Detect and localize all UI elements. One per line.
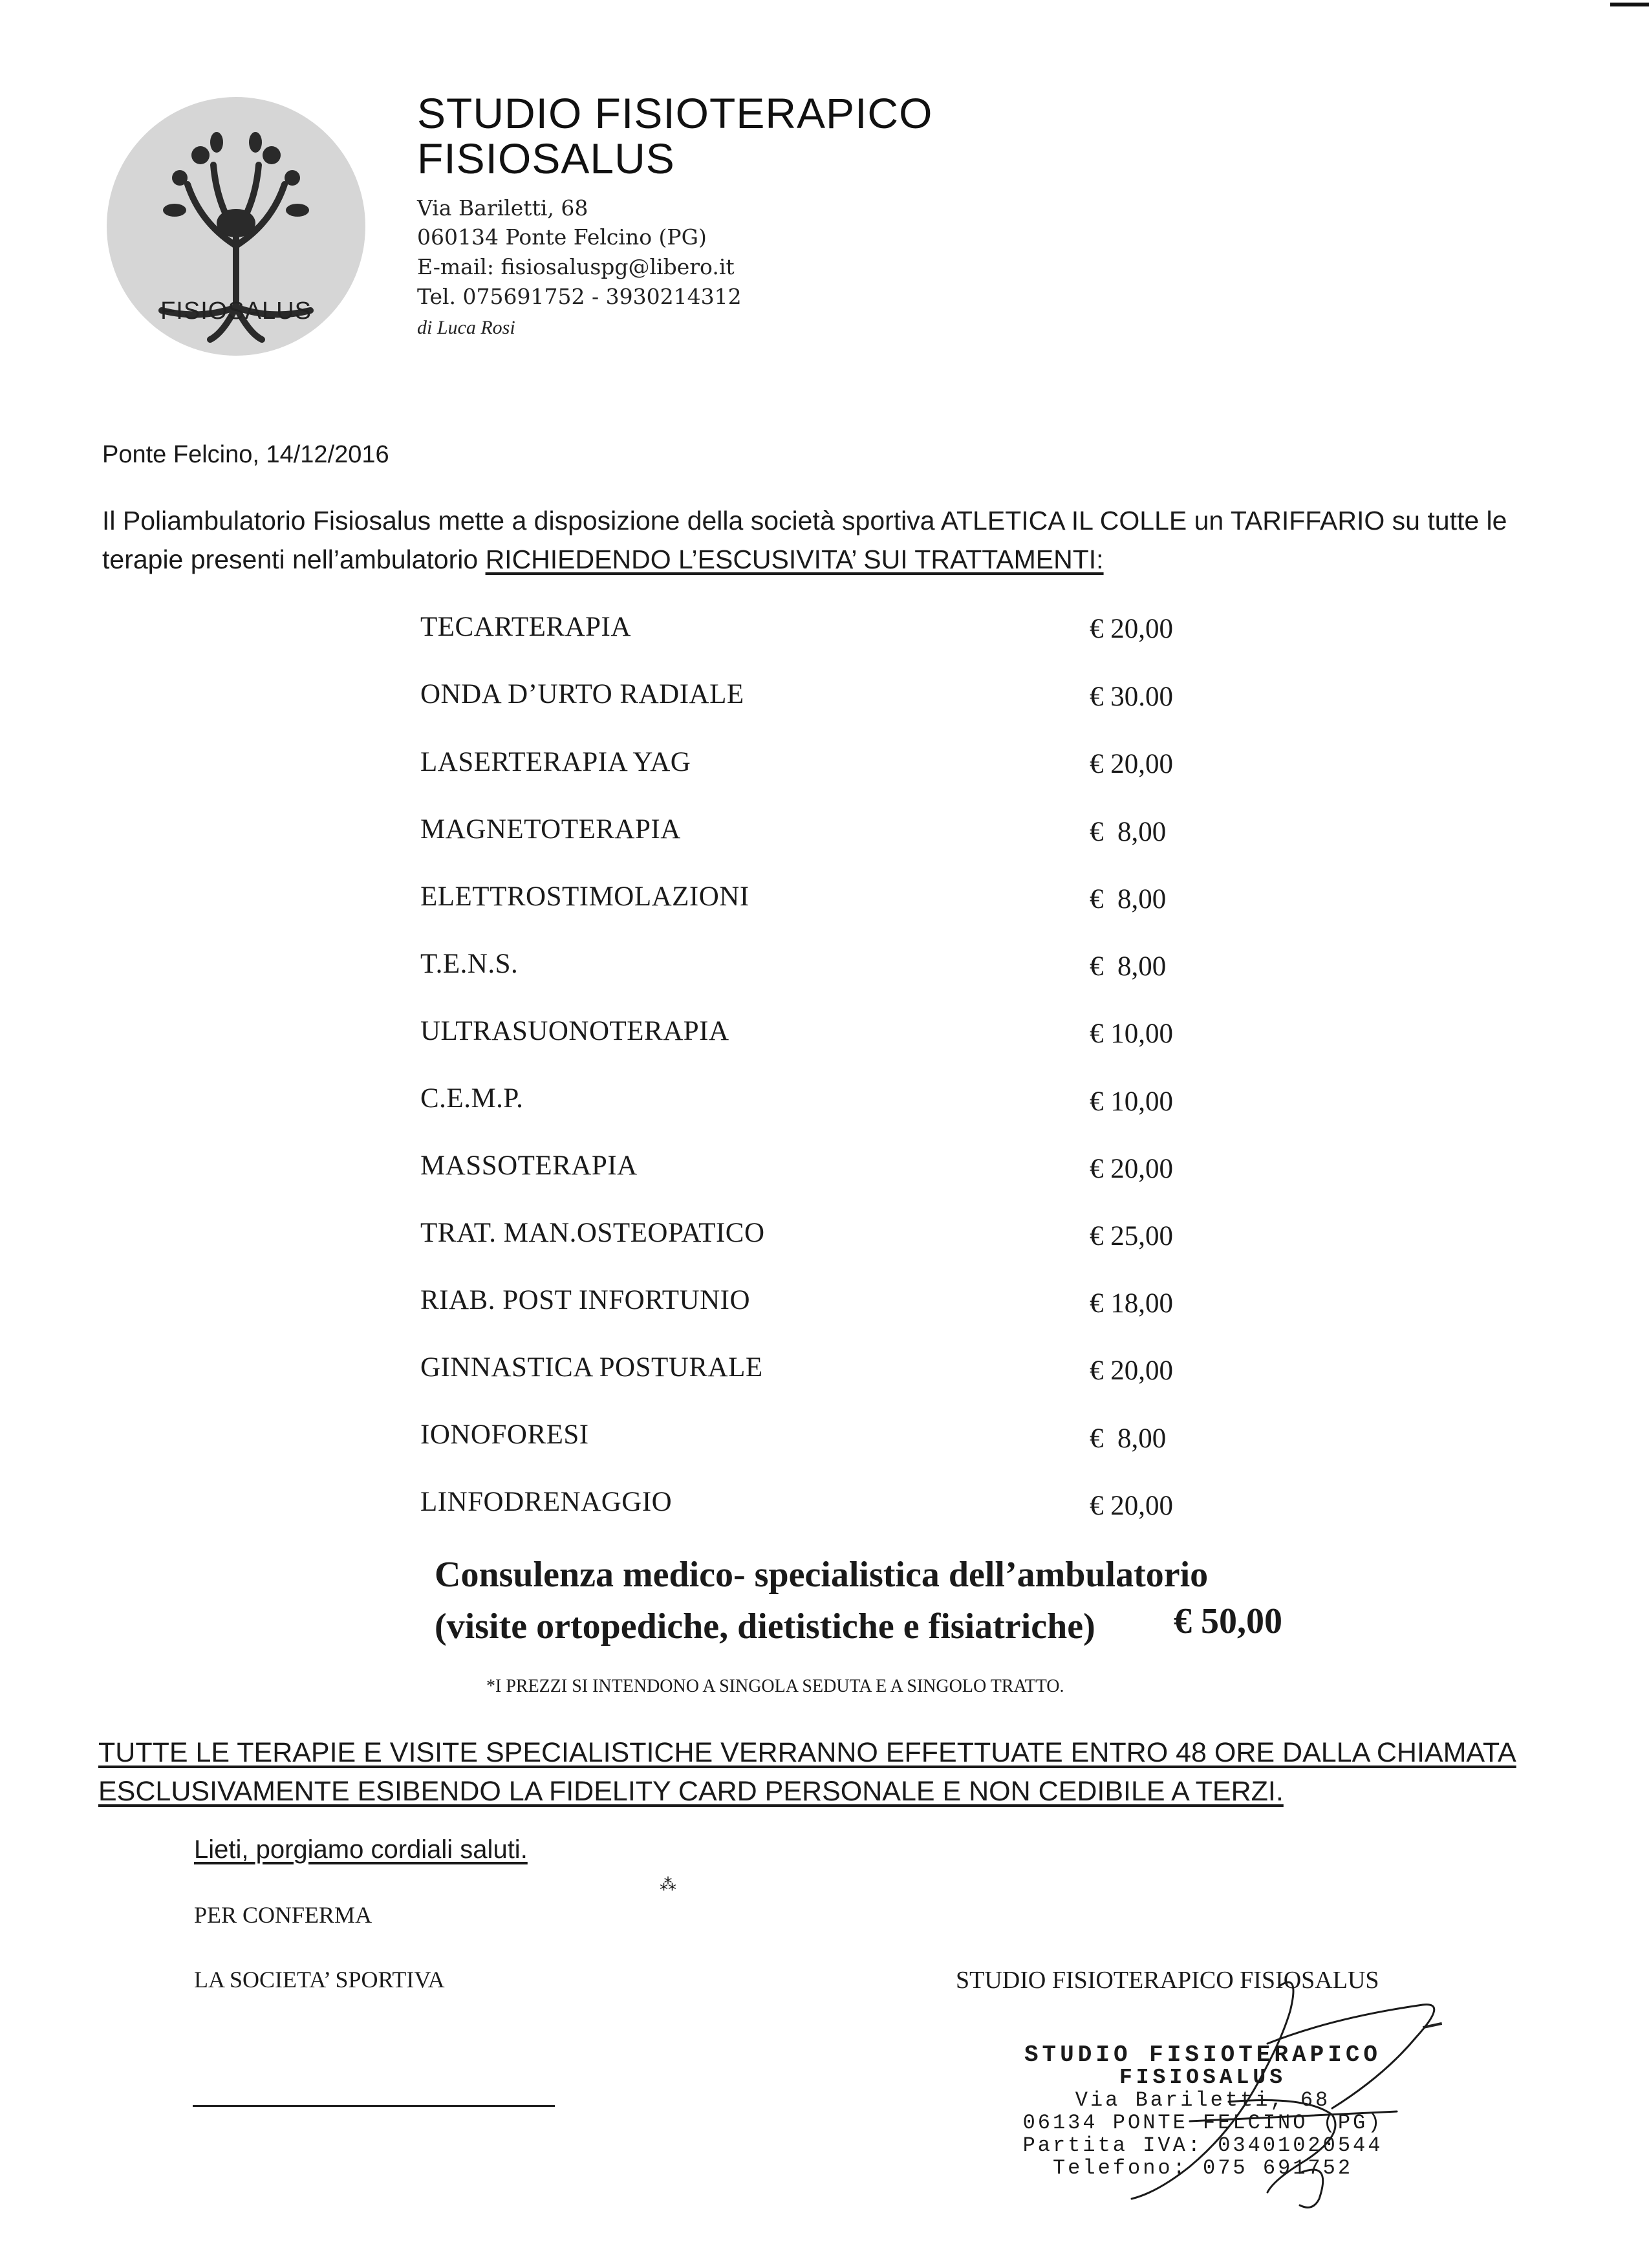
treatment-name: LINFODRENAGGIO	[420, 1487, 673, 1517]
treatment-price: € 8,00	[1090, 884, 1167, 914]
treatment-name: MAGNETOTERAPIA	[420, 814, 681, 845]
stamp-line2: FISIOSALUS	[1119, 2066, 1287, 2090]
treatment-price: € 20,00	[1090, 1355, 1173, 1386]
intro-underlined: RICHIEDENDO L’ESCUSIVITA’ SUI TRATTAMENTI:	[485, 545, 1104, 574]
treatment-price: € 8,00	[1090, 1423, 1167, 1454]
studio-phone: Tel. 075691752 - 3930214312	[417, 284, 742, 309]
logo-label: FISIOSALUS	[160, 297, 312, 325]
consultation-price: € 50,00	[1174, 1601, 1282, 1641]
stamp-line3: Via Bariletti, 68	[1075, 2088, 1331, 2112]
consultation-block	[435, 1549, 1208, 1652]
treatment-name: ELETTROSTIMOLAZIONI	[420, 881, 749, 912]
treatment-price: € 8,00	[1090, 951, 1167, 982]
treatment-price: € 18,00	[1090, 1288, 1173, 1319]
treatment-price: € 20,00	[1090, 1154, 1173, 1184]
intro-text: Il Poliambulatorio Fisiosalus mette a disposizione della società sportiva ATLETICA IL COLLE un TARIFFARIO su tutte le terapie presenti nell’ambulatorio	[102, 506, 1507, 574]
treatment-name: GINNASTICA POSTURALE	[420, 1352, 763, 1383]
confirm-label: PER CONFERMA	[194, 1902, 372, 1928]
studio-owner: di Luca Rosi	[417, 317, 515, 338]
studio-address: Via Bariletti, 68	[417, 195, 588, 221]
scan-edge-mark	[1610, 3, 1649, 6]
ink-mark: ⁂	[660, 1875, 676, 1894]
society-label: LA SOCIETA’ SPORTIVA	[194, 1967, 445, 1993]
treatment-price: € 20,00	[1090, 749, 1173, 779]
treatment-price: € 30.00	[1090, 682, 1173, 712]
letter-date: Ponte Felcino, 14/12/2016	[102, 441, 389, 468]
treatment-price: € 10,00	[1090, 1019, 1173, 1049]
treatment-price: € 20,00	[1090, 1491, 1173, 1521]
intro-paragraph	[102, 501, 1564, 579]
consultation-line2: (visite ortopediche, dietistiche e fisiatriche)	[435, 1606, 1095, 1647]
signature-line	[193, 2105, 555, 2107]
treatment-name: IONOFORESI	[420, 1420, 589, 1450]
treatment-name: MASSOTERAPIA	[420, 1150, 638, 1181]
price-footnote: *I PREZZI SI INTENDONO A SINGOLA SEDUTA E A SINGOLO TRATTO.	[486, 1676, 1064, 1696]
treatment-name: T.E.N.S.	[420, 949, 519, 979]
stamp-line5: Partita IVA: 03401020544	[1022, 2133, 1383, 2157]
notice	[98, 1733, 1586, 1811]
closing-greeting: Lieti, porgiamo cordiali saluti.	[194, 1835, 528, 1864]
stamp-line6: Telefono: 075 691752	[1052, 2156, 1353, 2180]
stamp-line4: 06134 PONTE FELCINO (PG)	[1022, 2111, 1383, 2135]
stamp-line1: STUDIO FISIOTERAPICO	[1024, 2042, 1382, 2068]
treatment-price: € 25,00	[1090, 1221, 1173, 1251]
treatment-name: TRAT. MAN.OSTEOPATICO	[420, 1218, 765, 1248]
notice-line1: TUTTE LE TERAPIE E VISITE SPECIALISTICHE VERRANNO EFFETTUATE ENTRO 48 ORE DALLA CHIAMATA	[98, 1737, 1516, 1768]
treatment-name: ULTRASUONOTERAPIA	[420, 1016, 729, 1046]
treatment-name: TECARTERAPIA	[420, 612, 631, 642]
studio-name-line2: FISIOSALUS	[417, 135, 675, 182]
studio-city: 060134 Ponte Felcino (PG)	[417, 224, 707, 250]
studio-name-line1: STUDIO FISIOTERAPICO	[417, 89, 933, 137]
studio-signatory: STUDIO FISIOTERAPICO FISIOSALUS	[956, 1967, 1379, 1994]
treatment-price: € 8,00	[1090, 817, 1167, 847]
treatment-name: RIAB. POST INFORTUNIO	[420, 1285, 751, 1315]
consultation-line1: Consulenza medico- specialistica dell’ambulatorio	[435, 1555, 1209, 1595]
treatment-name: C.E.M.P.	[420, 1083, 524, 1114]
treatment-price: € 20,00	[1090, 614, 1173, 644]
treatment-name: LASERTERAPIA YAG	[420, 747, 691, 777]
studio-email: E-mail: fisiosaluspg@libero.it	[417, 254, 735, 279]
handwritten-signature	[996, 1966, 1461, 2225]
treatment-price: € 10,00	[1090, 1086, 1173, 1117]
notice-line2: ESCLUSIVAMENTE ESIBENDO LA FIDELITY CARD PERSONALE E NON CEDIBILE A TERZI.	[98, 1776, 1284, 1807]
treatment-name: ONDA D’URTO RADIALE	[420, 679, 744, 709]
studio-name	[417, 91, 932, 181]
